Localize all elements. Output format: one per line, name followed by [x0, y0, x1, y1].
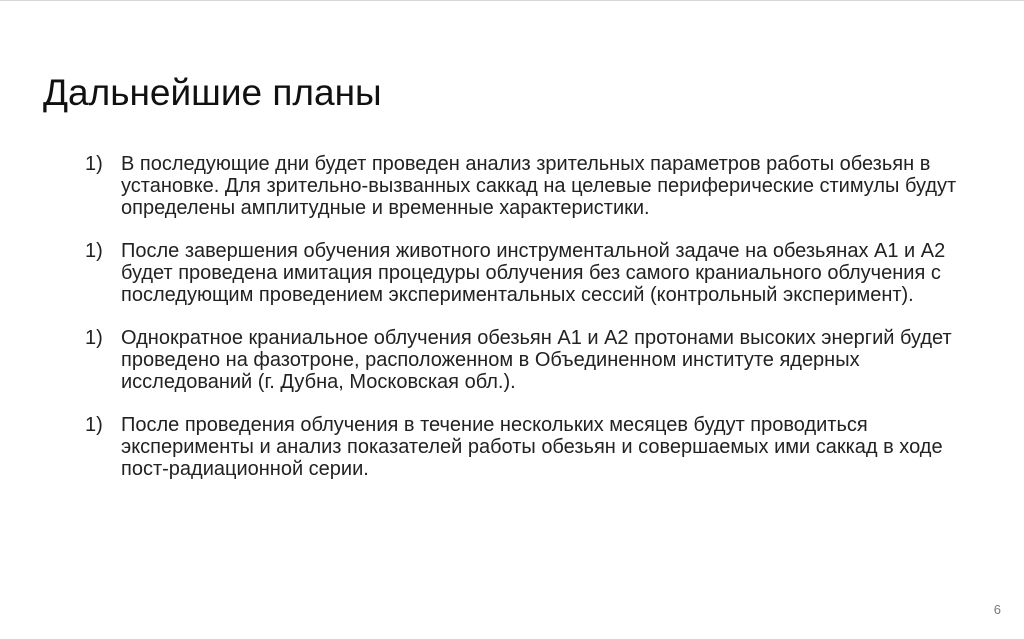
list-item: [85, 153, 965, 219]
plans-list: [85, 153, 965, 501]
list-item: [85, 240, 965, 306]
list-item-number: 1): [85, 153, 103, 175]
list-item: [85, 327, 965, 393]
list-item-number: 1): [85, 414, 103, 436]
list-item-text: После завершения обучения животного инструментальной задаче на обезьянах А1 и А2 будет проведена имитация процедуры облучения без самого краниального облучения с последующим проведением экспериментальных сессий (контрольный эксперимент).: [121, 240, 946, 306]
list-item-text: В последующие дни будет проведен анализ зрительных параметров работы обезьян в установке. Для зрительно-вызванных саккад на целевые периферические стимулы будут определены амплитудные и временные характеристики.: [121, 153, 957, 219]
list-item-number: 1): [85, 327, 103, 349]
list-item-number: 1): [85, 240, 103, 262]
list-item-text: Однократное краниальное облучения обезьян А1 и А2 протонами высоких энергий будет проведено на фазотроне, расположенном в Объединенном институте ядерных исследований (г. Дубна, Московская обл.).: [121, 327, 952, 393]
list-item: [85, 414, 965, 480]
page-number: 6: [993, 602, 1001, 617]
list-item-text: После проведения облучения в течение нескольких месяцев будут проводиться эксперименты и анализ показателей работы обезьян и совершаемых ими саккад в ходе пост-радиационной серии.: [121, 414, 943, 480]
slide-title: Дальнейшие планы: [43, 72, 382, 113]
